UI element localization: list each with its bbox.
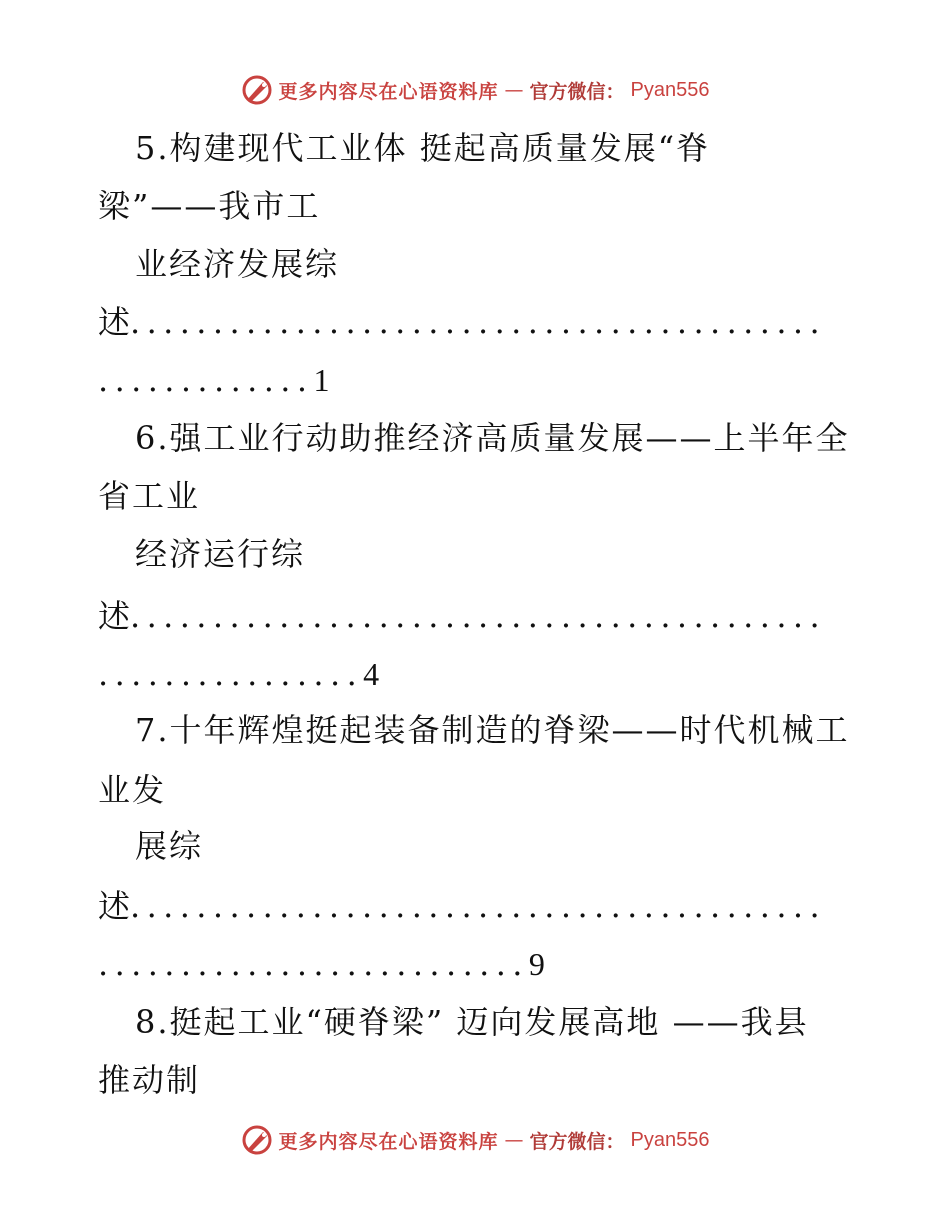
watermark-wechat-label: 官方微信： bbox=[529, 1130, 625, 1153]
toc-entry-5-lead-char: 述 bbox=[98, 303, 131, 341]
toc-entry-5-line-1: 5.构建现代工业体 挺起高质量发展“脊 bbox=[135, 129, 711, 167]
watermark-wechat-id: Pyan556 bbox=[630, 1128, 710, 1151]
toc-entry-8-line-2: 推动制 bbox=[98, 1061, 201, 1099]
watermark-site-name: 更多内容尽在心语资料库 bbox=[278, 1130, 499, 1153]
toc-entry-6-dots-1: .......................................... bbox=[130, 597, 827, 635]
toc-entry-7-lead-char: 述 bbox=[98, 887, 131, 925]
toc-entry-5-line-2: 梁”——我市工 bbox=[98, 187, 321, 225]
toc-entry-6-line-2: 省工业 bbox=[98, 477, 201, 515]
watermark-wechat-id: Pyan556 bbox=[630, 78, 710, 101]
toc-entry-7-leader-2 bbox=[98, 944, 545, 984]
toc-entry-7-line-2: 业发 bbox=[98, 771, 167, 809]
watermark-wechat-label: 官方微信： bbox=[529, 80, 625, 103]
watermark-separator: — bbox=[504, 79, 524, 101]
toc-entry-7-dots-2: .......................... bbox=[98, 945, 529, 983]
toc-entry-6-leader-2 bbox=[98, 654, 379, 694]
toc-entry-7-line-1: 7.十年辉煌挺起装备制造的脊梁——时代机械工 bbox=[135, 711, 850, 749]
toc-entry-5-leader-2 bbox=[98, 360, 329, 400]
toc-entry-6-page-number: 4 bbox=[363, 656, 380, 692]
toc-entry-6-dots-2: ................ bbox=[98, 655, 364, 693]
watermark-banner-top bbox=[0, 70, 950, 110]
toc-entry-5-leader bbox=[98, 302, 826, 342]
toc-entry-7-dots-1: .......................................... bbox=[130, 887, 827, 925]
toc-entry-8-line-1: 8.挺起工业“硬脊梁” 迈向发展高地 ——我县 bbox=[135, 1003, 809, 1041]
toc-entry-6-line-1: 6.强工业行动助推经济高质量发展——上半年全 bbox=[135, 419, 850, 457]
toc-entry-6-line-3: 经济运行综 bbox=[135, 535, 306, 573]
watermark-site-name: 更多内容尽在心语资料库 bbox=[278, 80, 499, 103]
toc-entry-6-lead-char: 述 bbox=[98, 597, 131, 635]
toc-entry-5-page-number: 1 bbox=[313, 362, 330, 398]
toc-entry-7-line-3: 展综 bbox=[135, 827, 204, 865]
toc-entry-5-dots-2: ............. bbox=[98, 361, 314, 399]
toc-entry-7-leader bbox=[98, 886, 826, 926]
pen-logo-icon bbox=[241, 74, 273, 106]
toc-entry-5-line-3: 业经济发展综 bbox=[135, 245, 340, 283]
pen-logo-icon bbox=[241, 1124, 273, 1156]
toc-entry-5-dots-1: .......................................... bbox=[130, 303, 827, 341]
toc-entry-6-leader bbox=[98, 596, 826, 636]
toc-entry-7-page-number: 9 bbox=[528, 946, 545, 982]
watermark-banner-bottom bbox=[0, 1120, 950, 1160]
watermark-separator: — bbox=[504, 1129, 524, 1151]
